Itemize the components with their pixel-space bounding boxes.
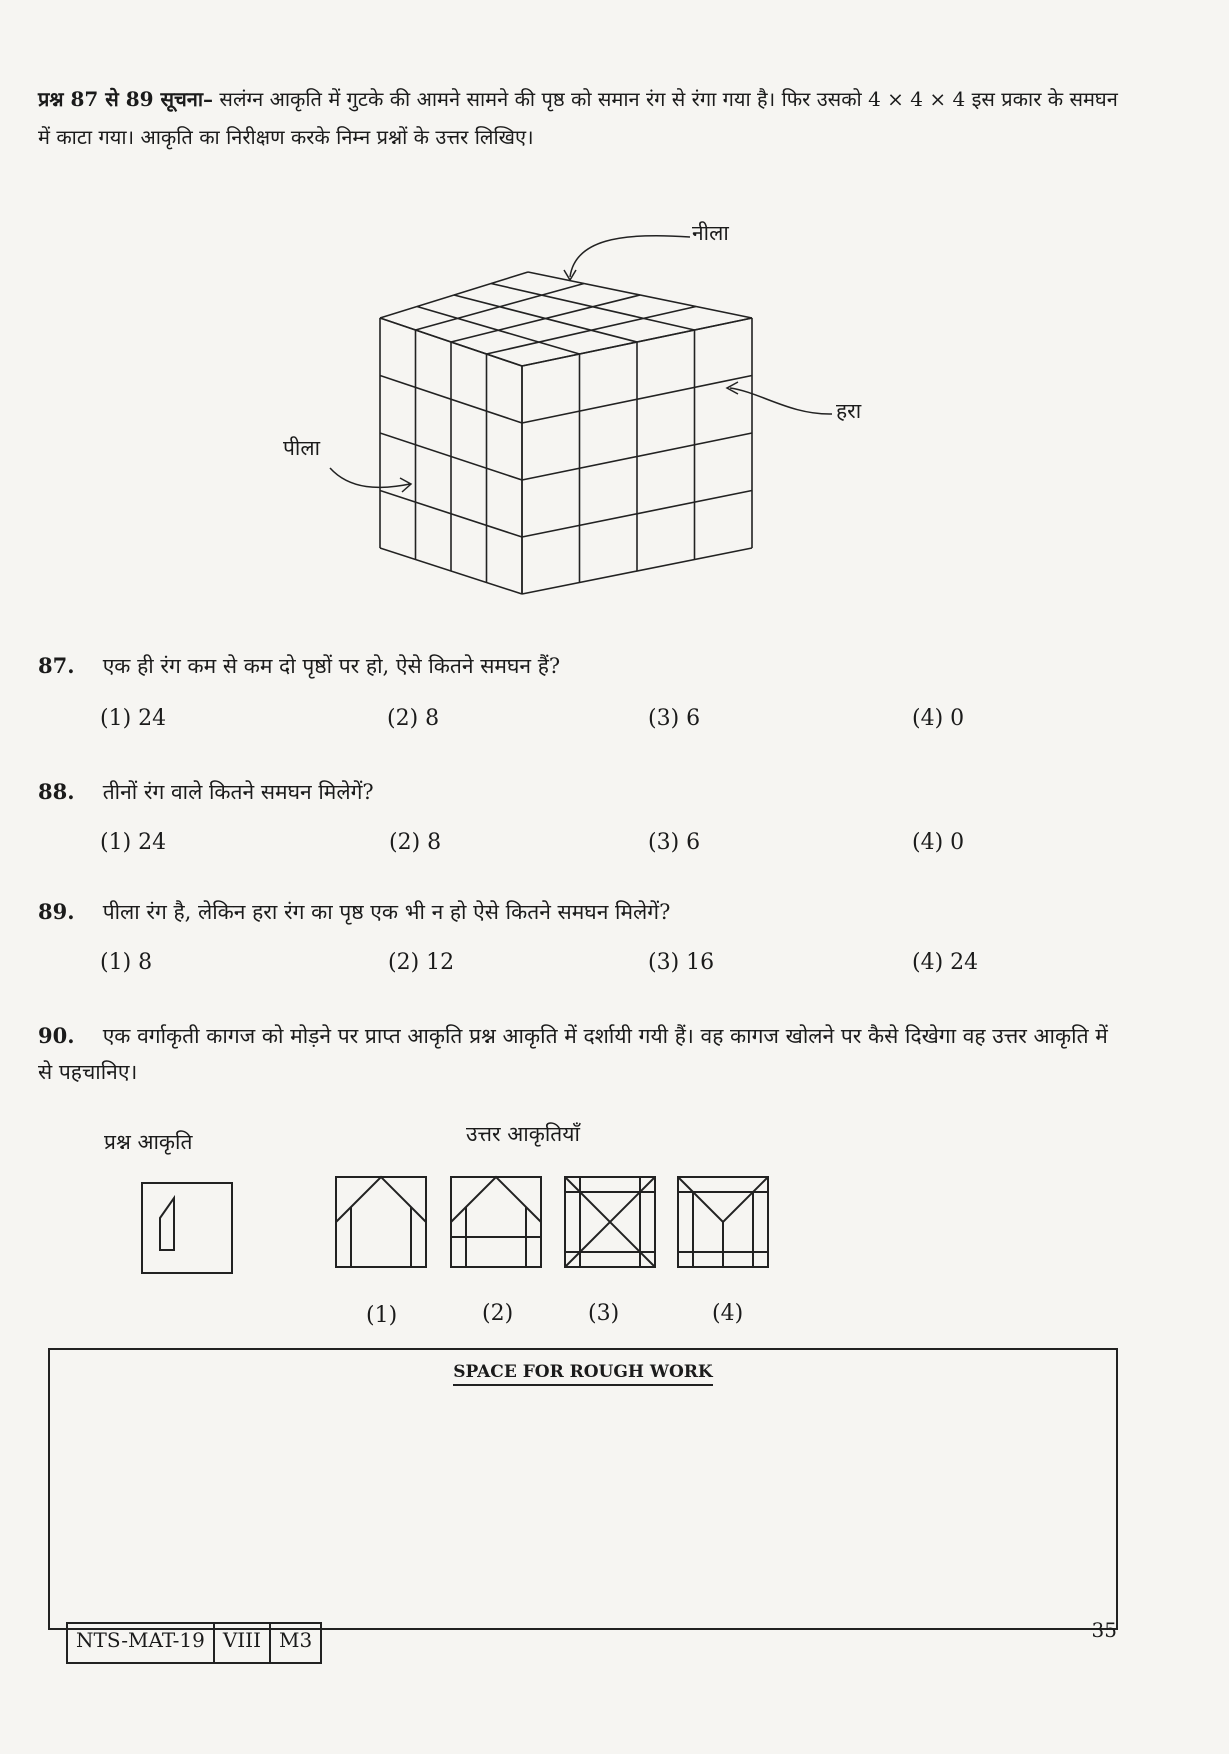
question-number: 87. bbox=[38, 653, 75, 678]
class-code: VIII bbox=[215, 1624, 271, 1662]
answer-figure-1 bbox=[336, 1177, 426, 1267]
question-text: तीनों रंग वाले कितने समघन मिलेगें? bbox=[102, 780, 374, 804]
page-number: 35 bbox=[1091, 1618, 1117, 1642]
option-2[interactable]: (2) 8 bbox=[389, 830, 442, 855]
instructions-text: सलंग्न आकृति में गुटके की आमने सामने की पृष्ठ को समान रंग से रंगा गया है। फिर उसको 4 × 4 × 4 इस प्रकार के समघन में काटा गया। आकृति का निरीक्षण करके निम्न प्रश्नों के उत्तर लिखिए। bbox=[38, 87, 1118, 149]
question-number: 90. bbox=[38, 1023, 75, 1048]
answer-number-1: (1) bbox=[366, 1303, 398, 1328]
option-3[interactable]: (3) 6 bbox=[648, 706, 701, 731]
option-1[interactable]: (1) 24 bbox=[100, 830, 167, 855]
answer-number-3: (3) bbox=[588, 1301, 620, 1326]
option-3[interactable]: (3) 6 bbox=[648, 830, 701, 855]
question-text: एक ही रंग कम से कम दो पृष्ठों पर हो, ऐसे कितने समघन हैं? bbox=[102, 654, 561, 678]
option-4[interactable]: (4) 0 bbox=[912, 706, 965, 731]
answer-number-4: (4) bbox=[712, 1301, 744, 1326]
label-green: हरा bbox=[836, 399, 862, 423]
label-yellow: पीला bbox=[283, 436, 321, 460]
option-2[interactable]: (2) 12 bbox=[388, 950, 455, 975]
answer-figures-label: उत्तर आकृतियाँ bbox=[466, 1122, 580, 1146]
paper-number: M3 bbox=[278, 1628, 313, 1652]
option-4[interactable]: (4) 0 bbox=[912, 830, 965, 855]
rough-work-box bbox=[48, 1348, 1118, 1630]
answer-figure-3 bbox=[565, 1177, 655, 1267]
question-figure bbox=[142, 1183, 232, 1273]
answer-figure-2 bbox=[451, 1177, 541, 1267]
question-text: एक वर्गाकृती कागज को मोड़ने पर प्राप्त आकृति प्रश्न आकृति में दर्शायी गयी हैं। वह कागज खोलने पर कैसे दिखेगा वह उत्तर आकृति में से पहचानिए। bbox=[38, 1024, 1108, 1084]
option-1[interactable]: (1) 24 bbox=[100, 706, 167, 731]
question-text: पीला रंग है, लेकिन हरा रंग का पृष्ठ एक भी न हो ऐसे कितने समघन मिलेगें? bbox=[102, 900, 671, 924]
question-number: 89. bbox=[38, 899, 75, 924]
question-number: 88. bbox=[38, 779, 75, 804]
label-blue: नीला bbox=[692, 221, 729, 245]
rough-work-title: SPACE FOR ROUGH WORK bbox=[453, 1362, 712, 1386]
paper-code: NTS-MAT-19 bbox=[68, 1624, 215, 1662]
answer-figure-4 bbox=[678, 1177, 768, 1267]
paper-code-box bbox=[66, 1622, 322, 1664]
option-3[interactable]: (3) 16 bbox=[648, 950, 715, 975]
question-figure-label: प्रश्न आकृति bbox=[104, 1130, 193, 1154]
option-1[interactable]: (1) 8 bbox=[100, 950, 153, 975]
option-4[interactable]: (4) 24 bbox=[912, 950, 979, 975]
instructions-lead: प्रश्न 87 से 89 सूचना– bbox=[38, 87, 214, 111]
option-2[interactable]: (2) 8 bbox=[387, 706, 440, 731]
answer-number-2: (2) bbox=[482, 1301, 514, 1326]
question-figure-fold bbox=[160, 1198, 174, 1250]
